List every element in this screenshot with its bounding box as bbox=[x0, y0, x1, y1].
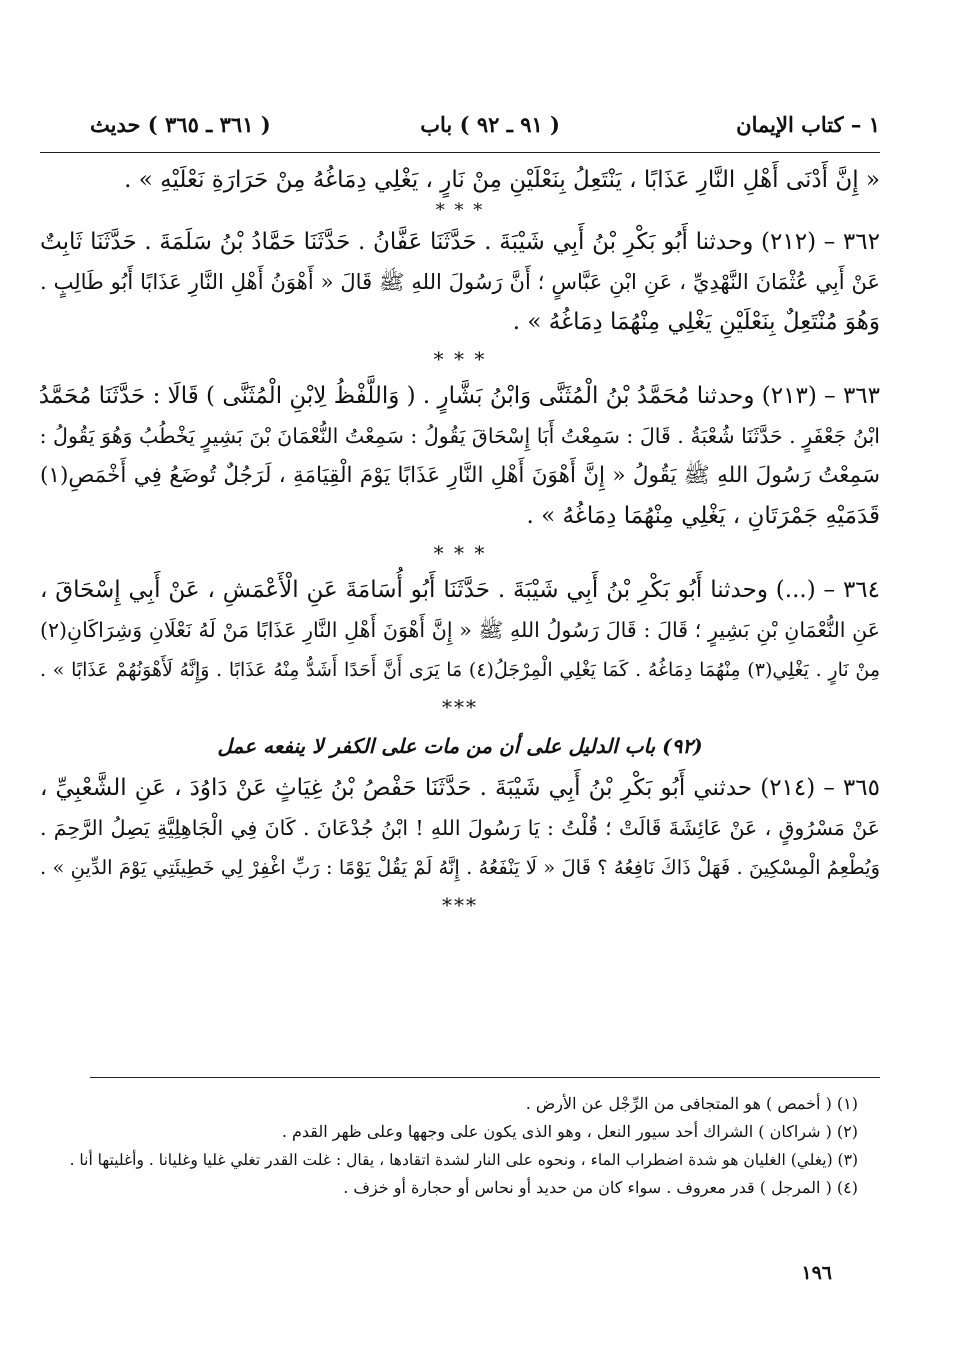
header-rule bbox=[40, 152, 880, 153]
text-line: عَنْ أَبِي عُثْمَانَ النَّهْدِيِّ ، عَنِ ابْنِ عَبَّاسٍ ؛ أَنَّ رَسُولَ اللهِ ﷺ قَالَ « أَهْوَنُ أَهْلِ النَّارِ عَذَابًا أَبُو طَالِبٍ . bbox=[40, 270, 880, 294]
text-line: سَمِعْتُ رَسُولَ اللهِ ﷺ يَقُولُ « إِنَّ أَهْوَنَ أَهْلِ النَّارِ عَذَابًا يَوْمَ الْقِيَامَةِ ، لَرَجُلٌ تُوضَعُ فِي أَخْمَصِ(١) bbox=[40, 463, 880, 488]
hadith-365 bbox=[40, 768, 880, 888]
text-line: ٣٦٥ – (٢١٤) حدثني أَبُو بَكْرِ بْنُ أَبِي شَيْبَةَ . حَدَّثَنَا حَفْصُ بْنُ غِيَاثٍ عَنْ دَاوُدَ ، عَنِ الشَّعْبِيِّ ، bbox=[40, 775, 880, 801]
footnotes bbox=[58, 1090, 858, 1202]
text-line: ٣٦٤ – (...) وحدثنا أَبُو بَكْرِ بْنُ أَبِي شَيْبَةَ . حَدَّثَنَا أَبُو أُسَامَةَ عَنِ الْأَعْمَشِ ، عَنْ أَبِي إِسْحَاقَ ، bbox=[40, 577, 880, 603]
footnote-rule bbox=[90, 1077, 880, 1078]
hadith-362 bbox=[40, 222, 880, 342]
separator-stars: *** bbox=[442, 893, 478, 917]
text-line: وَهُوَ مُنْتَعِلٌ بِنَعْلَيْنِ يَغْلِي مِنْهُمَا دِمَاغُهُ » . bbox=[512, 309, 880, 335]
text-line: ابْنُ جَعْفَرٍ . حَدَّثَنَا شُعْبَةُ . قَالَ : سَمِعْتُ أَبَا إِسْحَاقَ يَقُولُ : سَمِعْتُ النُّعْمَانَ بْنَ بَشِيرٍ يَخْطُبُ وَهُوَ يَقُولُ : bbox=[39, 424, 880, 448]
hadith-364 bbox=[40, 570, 880, 690]
separator-stars: * * * bbox=[435, 200, 485, 221]
main-text bbox=[40, 160, 880, 922]
page-number: ١٩٦ bbox=[801, 1262, 832, 1284]
header-book-title: ١ – كتاب الإيمان bbox=[736, 112, 880, 137]
chapter-title: (٩٢) باب الدليل على أن من مات على الكفر لا ينفعه عمل bbox=[217, 734, 703, 758]
text-line: وَيُطْعِمُ الْمِسْكِينَ . فَهَلْ ذَاكَ نَافِعُهُ ؟ قَالَ « لَا يَنْفَعُهُ . إِنَّهُ لَمْ يَقُلْ يَوْمًا : رَبِّ اغْفِرْ لِي خَطِيئَتِي يَوْمَ الدِّينِ » . bbox=[40, 856, 880, 879]
text-line: ٣٦٢ – (٢١٢) وحدثنا أَبُو بَكْرِ بْنُ أَبِي شَيْبَةَ . حَدَّثَنَا عَفَّانُ . حَدَّثَنَا حَمَّادُ بْنُ سَلَمَةَ . حَدَّثَنَا ثَابِتٌ bbox=[40, 229, 880, 255]
footnote: (٣) (يغلي) الغليان هو شدة اضطراب الماء ، ونحوه على النار لشدة اتقادها ، يقال : غلت القدر تغلي غليا وغليانا . وأغليتها أنا . bbox=[69, 1151, 858, 1169]
running-header bbox=[40, 112, 880, 148]
header-hadith-range: ( ٣٦١ ـ ٣٦٥ ) حديث bbox=[90, 112, 271, 137]
footnote: (١) ( أخمص ) هو المتجافى من الرِّجْل عن الأرض . bbox=[525, 1094, 858, 1113]
footnote: (٢) ( شراكان ) الشراك أحد سيور النعل ، وهو الذى يكون على وجهها وعلى ظهر القدم . bbox=[281, 1122, 858, 1141]
text-line: مِنْ نَارٍ . يَغْلِي(٣) مِنْهُمَا دِمَاغُهُ . كَمَا يَغْلِي الْمِرْجَلُ(٤) مَا يَرَى أَنَّ أَحَدًا أَشَدُّ مِنْهُ عَذَابًا . وَإِنَّهُ لَأَهْوَنُهُمْ عَذَابًا » . bbox=[40, 659, 881, 681]
separator-stars: * * * bbox=[433, 541, 487, 565]
hadith-363 bbox=[40, 376, 880, 536]
separator-stars: *** bbox=[442, 695, 478, 719]
separator-stars: * * * bbox=[433, 347, 487, 371]
text-line: قَدَمَيْهِ جَمْرَتَانِ ، يَغْلِي مِنْهُمَا دِمَاغُهُ » . bbox=[526, 503, 880, 529]
text-line: عَنِ النُّعْمَانِ بْنِ بَشِيرٍ ؛ قَالَ : قَالَ رَسُولُ اللهِ ﷺ « إِنَّ أَهْوَنَ أَهْلِ النَّارِ عَذَابًا مَنْ لَهُ نَعْلَانِ وَشِرَاكَانِ(٢) bbox=[40, 618, 880, 642]
text-line: ٣٦٣ – (٢١٣) وحدثنا مُحَمَّدُ بْنُ الْمُثَنَّى وَابْنُ بَشَّارٍ . ( وَاللَّفْظُ لِابْنِ الْمُثَنَّى ) قَالَا : حَدَّثَنَا مُحَمَّدُ bbox=[38, 383, 880, 409]
header-bab-range: ( ٩١ ـ ٩٢ ) باب bbox=[420, 112, 560, 137]
book-page bbox=[40, 0, 880, 1352]
text-line: عَنْ مَسْرُوقٍ ، عَنْ عَائِشَةَ قَالَتْ ؛ قُلْتُ : يَا رَسُولَ اللهِ ! ابْنُ جُدْعَانَ . كَانَ فِي الْجَاهِلِيَّةِ يَصِلُ الرَّحِمَ . bbox=[40, 816, 880, 840]
text-line: « إِنَّ أَدْنَى أَهْلِ النَّارِ عَذَابًا ، يَنْتَعِلُ بِنَعْلَيْنِ مِنْ نَارٍ ، يَغْلِي دِمَاغُهُ مِنْ حَرَارَةِ نَعْلَيْهِ » . bbox=[124, 167, 880, 193]
footnote: (٤) ( المرجل ) قدر معروف . سواء كان من حديد أو نحاس أو حجارة أو خزف . bbox=[343, 1178, 858, 1197]
